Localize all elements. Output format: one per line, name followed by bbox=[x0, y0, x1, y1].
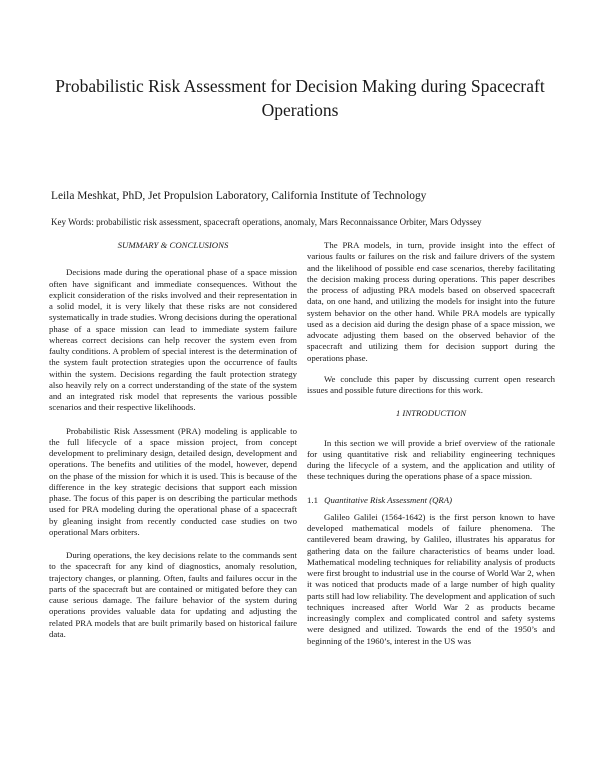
right-column bbox=[307, 240, 555, 659]
subsection-heading bbox=[307, 495, 555, 506]
qra-paragraph: Galileo Galilei (1564-1642) is the first person known to have developed mathematical models of failure phenomena. The cantilevered beam drawing, by Galileo, illustrates his apparatus for gathering data on the failure characteristics of beams under load. Mathematical modeling techniques for reliability analysis of products were first brought to industrial use in the course of World War 2, when it was noticed that products made of a large number of high quality parts still had low reliability. The development and application of such techniques increased after World War 2 as products became increasingly complex and complicated control and safety systems were designed and utilized. Towards the end of the 1950’s and beginning of the 1960’s, interest in the US was bbox=[307, 511, 555, 646]
intro-paragraph: In this section we will provide a brief overview of the rationale for using quantitative risk and reliability engineering techniques during the lifecycle of a system, and the application and utility of these techniques during the operations phase of a space mission. bbox=[307, 437, 555, 482]
summary-paragraph: We conclude this paper by discussing current open research issues and possible future directions for this work. bbox=[307, 373, 555, 395]
summary-paragraph: Decisions made during the operational phase of a space mission often have significant and immediate consequences. Without the explicit consideration of the risks involved and their representation in a solid model, it is very likely that these risks are not considered systematically in trade studies. Wrong decisions during the operational phase of a space mission can lead to immediate system failure whereas correct decisions can help recover the system even from faulty conditions. A problem of special interest is the determination of the system fault protection strategies upon the occurrence of faults within the system. Decisions regarding the fault protection strategy also heavily rely on a correct understanding of the state of the system and an integrated risk model that represents the various possible scenarios and their respective likelihoods. bbox=[49, 267, 297, 413]
subsection-number: 1.1 bbox=[307, 494, 318, 505]
summary-heading: SUMMARY & CONCLUSIONS bbox=[117, 240, 229, 250]
paper-title: Probabilistic Risk Assessment for Decision Making during Spacecraft Operations bbox=[55, 76, 545, 120]
summary-paragraph: During operations, the key decisions relate to the commands sent to the spacecraft for any kind of diagnostics, anomaly resolution, trajectory changes, or planning. Often, faults and failures occur in the parts of the spacecraft but are contained or mitigated before they can cause serious damage. The failure behavior of the system during operations provides valuable data for updating and adjusting the related PRA models that are built primarily based on historical failure data. bbox=[49, 550, 297, 639]
subsection-title: Quantitative Risk Assessment (QRA) bbox=[324, 494, 453, 505]
summary-paragraph: The PRA models, in turn, provide insight into the effect of various faults or failures on the risk and failure drivers of the system and the likelihood of possible end case scenarios, thereby facilitating the decision making process during operations. This paper describes the process of adjusting PRA models based on observed spacecraft data, on one hand, and utilizing the models for insight into the future system behavior on the other hand. While PRA models are typically used as a decision aid during the design phase of a space mission, we advocate adjusting them based on the observed behavior of the spacecraft and utilizing them for decision support during the operations phase. bbox=[307, 240, 555, 363]
keywords-line: Key Words: probabilistic risk assessment, spacecraft operations, anomaly, Mars Reconnaissance Orbiter, Mars Odyssey bbox=[51, 217, 482, 227]
summary-paragraph: Probabilistic Risk Assessment (PRA) modeling is applicable to the full lifecycle of a space mission project, from concept development to preliminary design, detailed design, development and operations. The benefits and utilities of the model, however, depend on the phase of the mission for which it is used. This is because of the difference in the key strategic decisions that support each mission phase. The focus of this paper is on describing the particular methods used for PRA modeling during the operational phase of a spacecraft by gleaning insight from recently conducted case studies on two operational Mars orbiters. bbox=[49, 425, 297, 537]
author-line: Leila Meshkat, PhD, Jet Propulsion Laboratory, California Institute of Technology bbox=[51, 190, 427, 202]
left-column bbox=[49, 240, 297, 652]
section-heading: 1 INTRODUCTION bbox=[395, 408, 467, 419]
